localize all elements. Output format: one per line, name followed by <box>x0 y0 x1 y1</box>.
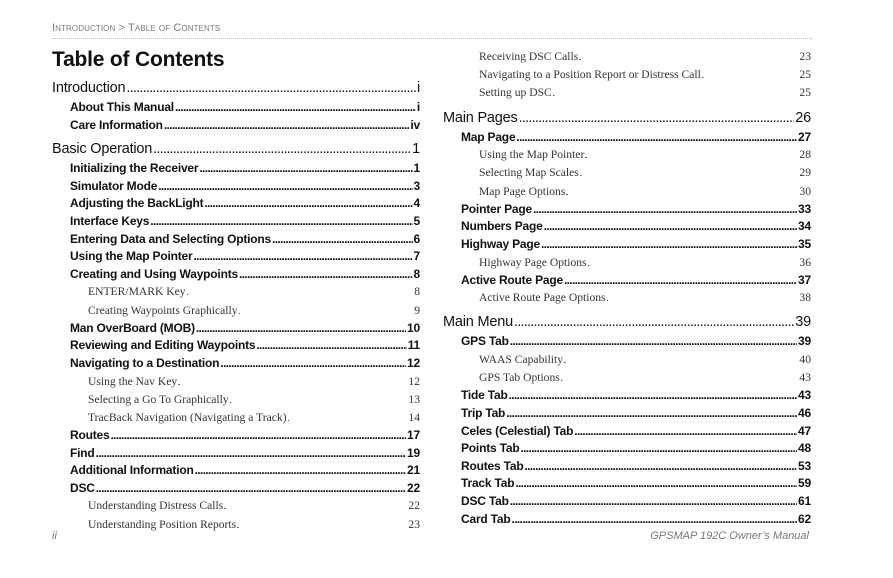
toc-entry-title: Creating Waypoints Graphically <box>88 303 238 317</box>
toc-entry-title: Receiving DSC Calls <box>479 50 579 63</box>
toc-dot-leader <box>510 493 797 512</box>
toc-entry-title: Main Pages <box>443 109 518 126</box>
toc-dot-leader <box>96 480 406 499</box>
toc-entry-page: 8 <box>414 285 420 299</box>
toc-entry[interactable] <box>443 405 811 423</box>
toc-entry[interactable] <box>52 231 420 249</box>
toc-entry-title: Introduction <box>52 80 126 96</box>
toc-entry-title: Highway Page Options <box>479 255 587 269</box>
toc-dot-leader <box>588 254 799 273</box>
toc-entry-title: Man OverBoard (MOB) <box>70 320 195 335</box>
toc-entry-page: 28 <box>799 148 811 162</box>
toc-entry[interactable] <box>443 254 811 272</box>
toc-entry-page: 11 <box>407 338 420 353</box>
toc-entry[interactable] <box>443 84 811 102</box>
toc-entry-page: 61 <box>798 494 811 508</box>
toc-entry-page: 22 <box>408 499 420 513</box>
toc-dot-leader <box>702 66 799 85</box>
toc-entry-title: Interface Keys <box>70 213 150 228</box>
toc-dot-leader <box>516 129 797 148</box>
toc-entry-title: Routes <box>70 428 110 443</box>
toc-dot-leader <box>126 77 416 100</box>
footer-page-number: ii <box>52 530 57 542</box>
toc-entry-page: 7 <box>413 249 420 264</box>
toc-dot-leader <box>512 511 798 530</box>
toc-entry[interactable] <box>52 373 420 391</box>
breadcrumb-section: Introduction <box>52 22 116 34</box>
toc-entry-title: Understanding Distress Calls <box>88 499 224 513</box>
toc-entry-page: 36 <box>799 255 811 269</box>
toc-dot-leader <box>110 427 406 446</box>
toc-entry-page: 9 <box>414 303 420 317</box>
toc-entry-title: DSC Tab <box>461 494 509 508</box>
toc-entry[interactable] <box>443 146 811 164</box>
toc-entry[interactable] <box>52 355 420 373</box>
toc-entry-page: 25 <box>799 68 811 82</box>
toc-entry[interactable] <box>443 475 811 493</box>
toc-entry-page: 10 <box>407 320 420 335</box>
toc-entry[interactable] <box>443 440 811 458</box>
toc-entry-page: 37 <box>798 272 811 287</box>
toc-entry-title: WAAS Capability <box>479 353 564 367</box>
toc-right-column <box>443 48 811 528</box>
toc-entry[interactable] <box>443 351 811 369</box>
toc-entry-title: Care Information <box>70 117 163 132</box>
page-title: Table of Contents <box>52 48 225 71</box>
toc-entry-title: Selecting a Go To Graphically <box>88 392 229 406</box>
toc-entry-page: 4 <box>413 196 420 211</box>
toc-entry[interactable] <box>52 337 420 355</box>
toc-entry-title: Celes (Celestial) Tab <box>461 423 574 438</box>
toc-dot-leader <box>519 107 795 130</box>
toc-entry-page: i <box>416 80 420 96</box>
toc-dot-leader <box>220 355 406 374</box>
toc-entry[interactable] <box>52 160 420 178</box>
toc-entry[interactable] <box>52 283 420 301</box>
toc-dot-leader <box>239 266 413 285</box>
toc-entry-page: 12 <box>407 355 420 370</box>
toc-entry-title: Pointer Page <box>461 201 532 216</box>
toc-entry[interactable] <box>52 462 420 480</box>
toc-entry-page: 25 <box>799 86 811 100</box>
toc-dot-leader <box>553 84 799 103</box>
toc-entry-page: 26 <box>795 109 811 126</box>
toc-dot-leader <box>199 160 412 179</box>
toc-entry-page: 23 <box>408 517 420 531</box>
toc-entry-page: 33 <box>798 201 811 216</box>
toc-dot-leader <box>524 458 797 477</box>
toc-entry-title: Simulator Mode <box>70 178 158 193</box>
toc-entry-title: Trip Tab <box>461 406 506 421</box>
toc-entry-page: 40 <box>799 353 811 367</box>
toc-entry[interactable] <box>52 77 420 99</box>
toc-dot-leader <box>195 462 406 481</box>
toc-dot-leader <box>515 475 797 494</box>
toc-entry-title: GPS Tab Options <box>479 371 560 385</box>
toc-entry-title: Card Tab <box>461 511 511 526</box>
toc-entry-page: 22 <box>407 480 420 495</box>
toc-entry[interactable] <box>443 311 811 333</box>
toc-entry[interactable] <box>52 178 420 196</box>
toc-dot-leader <box>541 236 797 255</box>
toc-entry-title: Highway Page <box>461 236 540 251</box>
toc-entry-page: 35 <box>798 236 811 251</box>
toc-dot-leader <box>574 423 797 442</box>
toc-entry-page: 43 <box>799 371 811 385</box>
toc-dot-leader <box>150 213 412 232</box>
toc-entry-title: DSC <box>70 480 95 495</box>
toc-entry-title: Selecting Map Scales <box>479 166 579 180</box>
toc-entry[interactable] <box>443 493 811 511</box>
toc-dot-leader <box>153 138 411 161</box>
toc-dot-leader <box>175 99 416 118</box>
toc-entry[interactable] <box>443 333 811 351</box>
toc-entry[interactable] <box>52 427 420 445</box>
toc-entry-title: Entering Data and Selecting Options <box>70 231 272 246</box>
toc-dot-leader <box>187 283 414 302</box>
toc-dot-leader <box>506 405 797 424</box>
toc-dot-leader <box>564 351 798 370</box>
toc-entry-title: ENTER/MARK Key <box>88 285 186 299</box>
toc-entry-page: 29 <box>799 166 811 180</box>
toc-dot-leader <box>164 117 410 136</box>
toc-entry[interactable] <box>52 266 420 284</box>
toc-entry-page: 1 <box>412 141 420 158</box>
toc-entry[interactable] <box>443 423 811 441</box>
toc-entry[interactable] <box>52 391 420 409</box>
toc-entry[interactable] <box>443 129 811 147</box>
toc-entry-title: Points Tab <box>461 441 520 456</box>
toc-entry[interactable] <box>52 117 420 135</box>
toc-entry-page: iv <box>410 117 420 132</box>
toc-entry-page: 34 <box>798 219 811 234</box>
toc-entry-page: 17 <box>407 428 420 443</box>
toc-dot-leader <box>585 146 798 165</box>
toc-entry-page: 43 <box>798 388 811 403</box>
toc-entry-page: 48 <box>798 441 811 456</box>
toc-entry-title: Map Page <box>461 129 516 144</box>
toc-dot-leader <box>561 369 799 388</box>
toc-dot-leader <box>272 231 412 250</box>
toc-dot-leader <box>230 391 408 410</box>
toc-entry-title: Navigating to a Destination <box>70 355 220 370</box>
toc-dot-leader <box>510 333 797 352</box>
toc-entry[interactable] <box>52 99 420 117</box>
toc-entry-page: 38 <box>799 291 811 305</box>
toc-entry-title: Using the Nav Key <box>88 374 178 388</box>
toc-entry-page: 39 <box>798 334 811 349</box>
toc-entry-page: 47 <box>798 423 811 438</box>
toc-entry[interactable] <box>443 164 811 182</box>
toc-dot-leader <box>288 409 408 428</box>
toc-entry-title: Adjusting the BackLight <box>70 196 204 211</box>
toc-entry-title: Initializing the Receiver <box>70 161 199 176</box>
toc-entry-page: 21 <box>407 463 420 478</box>
toc-dot-leader <box>193 248 412 267</box>
toc-dot-leader <box>580 164 799 183</box>
toc-dot-leader <box>224 497 407 516</box>
breadcrumb-separator: > <box>118 22 126 34</box>
toc-dot-leader <box>566 183 798 202</box>
toc-entry-title: TracBack Navigation (Navigating a Track) <box>88 410 287 424</box>
toc-entry-page: 14 <box>408 410 420 424</box>
breadcrumb <box>52 22 220 34</box>
toc-entry-page: 30 <box>799 184 811 198</box>
toc-dot-leader <box>178 373 407 392</box>
toc-dot-leader <box>579 48 798 67</box>
toc-dot-leader <box>196 320 406 339</box>
toc-entry-title: Navigating to a Position Report or Distress Call <box>479 68 701 82</box>
toc-entry-title: Active Route Page Options <box>479 291 606 305</box>
toc-entry-page: 8 <box>413 266 420 281</box>
header-divider <box>52 38 812 39</box>
toc-dot-leader <box>509 387 797 406</box>
toc-entry-page: 6 <box>413 231 420 246</box>
toc-entry-page: 5 <box>413 213 420 228</box>
toc-dot-leader <box>237 516 407 535</box>
toc-entry[interactable] <box>443 289 811 307</box>
toc-entry[interactable] <box>52 497 420 515</box>
toc-entry[interactable] <box>443 272 811 290</box>
toc-entry[interactable] <box>52 320 420 338</box>
toc-dot-leader <box>544 218 797 237</box>
toc-entry[interactable] <box>443 107 811 129</box>
toc-entry-page: 23 <box>799 50 811 63</box>
toc-entry-page: 3 <box>413 178 420 193</box>
toc-entry[interactable] <box>52 409 420 427</box>
toc-entry[interactable] <box>443 48 811 66</box>
toc-entry[interactable] <box>52 302 420 320</box>
toc-entry-title: Creating and Using Waypoints <box>70 266 238 281</box>
toc-entry-title: Basic Operation <box>52 141 153 158</box>
toc-entry-title: GPS Tab <box>461 334 509 349</box>
toc-entry-page: 19 <box>407 445 420 460</box>
toc-dot-leader <box>158 178 412 197</box>
toc-entry-title: Find <box>70 445 95 460</box>
toc-entry[interactable] <box>52 248 420 266</box>
toc-entry-title: Routes Tab <box>461 458 524 473</box>
toc-dot-leader <box>96 445 407 464</box>
toc-entry[interactable] <box>443 458 811 476</box>
toc-entry-title: Using the Map Pointer <box>70 249 193 264</box>
toc-entry[interactable] <box>52 138 420 160</box>
toc-entry[interactable] <box>443 236 811 254</box>
toc-entry-page: 12 <box>408 374 420 388</box>
toc-entry-title: About This Manual <box>70 100 174 114</box>
toc-dot-leader <box>607 289 799 308</box>
toc-dot-leader <box>204 195 412 214</box>
toc-entry-page: 39 <box>795 314 811 331</box>
toc-dot-leader <box>256 337 406 356</box>
toc-entry-title: Active Route Page <box>461 272 563 287</box>
toc-entry-page: 59 <box>798 476 811 491</box>
toc-entry-page: 62 <box>798 511 811 526</box>
breadcrumb-page: Table of Contents <box>128 22 221 34</box>
toc-entry-title: Main Menu <box>443 314 513 331</box>
toc-entry-page: 46 <box>798 406 811 421</box>
toc-entry[interactable] <box>52 195 420 213</box>
toc-entry-title: Reviewing and Editing Waypoints <box>70 338 256 353</box>
toc-entry[interactable] <box>443 369 811 387</box>
toc-entry-page: 1 <box>413 161 420 176</box>
toc-left-column <box>52 77 420 534</box>
toc-entry[interactable] <box>443 218 811 236</box>
toc-entry-title: Understanding Position Reports <box>88 517 237 531</box>
toc-entry-page: 53 <box>798 458 811 473</box>
toc-entry[interactable] <box>52 516 420 534</box>
toc-dot-leader <box>514 311 794 334</box>
toc-entry-page: i <box>416 100 420 114</box>
toc-entry-page: 27 <box>798 129 811 144</box>
toc-dot-leader <box>533 201 797 220</box>
toc-dot-leader <box>239 302 414 321</box>
toc-entry-title: Map Page Options <box>479 184 566 198</box>
toc-entry-title: Setting up DSC <box>479 86 552 100</box>
toc-entry[interactable] <box>443 201 811 219</box>
toc-dot-leader <box>564 272 797 291</box>
toc-entry[interactable] <box>52 213 420 231</box>
toc-entry[interactable] <box>443 511 811 529</box>
toc-entry-title: Using the Map Pointer <box>479 148 585 162</box>
toc-entry[interactable] <box>52 445 420 463</box>
toc-entry-page: 13 <box>408 392 420 406</box>
toc-dot-leader <box>520 440 797 459</box>
toc-entry-title: Track Tab <box>461 476 515 491</box>
toc-entry-title: Numbers Page <box>461 219 543 234</box>
toc-entry[interactable] <box>443 387 811 405</box>
toc-entry-title: Tide Tab <box>461 388 508 403</box>
toc-entry[interactable] <box>443 66 811 84</box>
toc-entry[interactable] <box>52 480 420 498</box>
footer-manual-title: GPSMAP 192C Owner’s Manual <box>650 530 809 542</box>
toc-entry[interactable] <box>443 183 811 201</box>
toc-entry-title: Additional Information <box>70 463 194 478</box>
